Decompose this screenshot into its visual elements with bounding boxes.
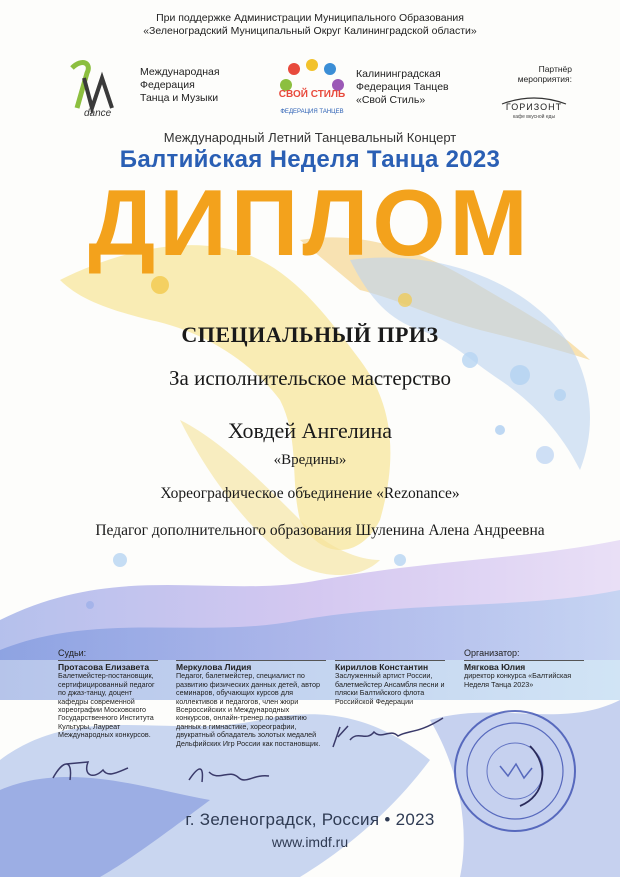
judge-name: Протасова Елизавета	[58, 660, 158, 671]
imdf-logo	[62, 58, 132, 118]
website-link[interactable]: www.imdf.ru	[271, 834, 349, 850]
partner-label	[512, 64, 572, 84]
organizer-bio: директор конкурса «Балтийская Неделя Танца 2023»	[464, 671, 572, 689]
svoy-stil-name-line-3: «Свой Стиль»	[356, 94, 426, 106]
organizer-name: Мягкова Юлия	[464, 660, 584, 671]
svoy-stil-name-line-1: Калининградская	[356, 68, 441, 80]
svoy-stil-logo-word: СВОЙ СТИЛЬ	[278, 89, 346, 100]
association-name: Хореографическое объединение «Rezonance»	[160, 485, 460, 502]
signature-kirillov	[328, 712, 448, 752]
imdf-name-line-2: Федерация	[140, 79, 195, 91]
judge-block	[58, 660, 158, 740]
event-subtitle: Международный Летний Танцевальный Концерт	[163, 130, 457, 145]
imdf-name	[140, 66, 220, 105]
signature-protasova	[48, 750, 138, 790]
judge-name: Кириллов Константин	[335, 660, 445, 671]
gorizont-logo-tagline: кафе вкусной еды	[512, 114, 556, 120]
svoy-stil-name-line-2: Федерация Танцев	[356, 81, 449, 93]
imdf-name-line-3: Танца и Музыки	[140, 92, 219, 104]
sponsor-text	[0, 12, 620, 38]
prize-title: СПЕЦИАЛЬНЫЙ ПРИЗ	[181, 322, 439, 347]
svoy-stil-logo-caption: ФЕДЕРАЦИЯ ТАНЦЕВ	[280, 109, 344, 115]
group-name: «Вредины»	[273, 452, 347, 468]
judge-block	[176, 660, 326, 748]
judge-bio: Педагог, балетмейстер, специалист по развитию физических данных детей, автор семинаров, обучающих курсов для коллективов и педагогов, член жюри Всероссийских и Международных конкурсов, онлайн-тренер по развитию данных в гимнастике, хореографии, двукратный обладатель золотых медалей Дельфийских Игр России как постановщик.	[176, 671, 321, 748]
partner-label-line-1: Партнёр	[538, 64, 572, 74]
sponsor-line-1: При поддержке Администрации Муниципального Образования	[156, 12, 464, 24]
prize-description: За исполнительское мастерство	[169, 366, 451, 390]
judge-bio: Заслуженный артист России, балетмейстер Ансамбля песни и пляски Балтийского флота Российской Федерации	[335, 671, 445, 706]
event-title: Балтийская Неделя Танца 2023	[119, 146, 501, 173]
sponsor-line-2: «Зеленоградский Муниципальный Округ Калининградской области»	[143, 25, 477, 37]
imdf-logo-word: dance	[84, 108, 112, 118]
teacher-name: Педагог дополнительного образования Шуленина Алена Андреевна	[95, 522, 545, 539]
judges-label: Судьи:	[58, 648, 87, 658]
svoy-stil-name	[356, 68, 449, 107]
dancer-silhouette-yellow	[60, 245, 390, 550]
organizer-label: Организатор:	[464, 648, 520, 658]
svoy-stil-logo	[272, 55, 352, 120]
partner-label-line-2: мероприятия:	[517, 74, 572, 84]
judge-block	[335, 660, 445, 706]
organizer-block	[464, 660, 584, 689]
city-year: г. Зеленоградск, Россия • 2023	[185, 810, 435, 829]
diploma-heading: ДИПЛОМ	[88, 170, 532, 275]
imdf-name-line-1: Международная	[140, 66, 220, 78]
gorizont-logo	[494, 90, 574, 120]
judge-name: Меркулова Лидия	[176, 660, 326, 671]
signature-merkulova	[184, 760, 274, 790]
recipient-name: Ховдей Ангелина	[227, 418, 393, 443]
gorizont-logo-name: ГОРИЗОНТ	[505, 102, 563, 112]
judge-bio: Балетмейстер-постановщик, сертифицированный педагог по джаз-танцу, доцент кафедры современной хореографии Московского Государственного Института Культуры, Лауреат Международных конкурсов.	[58, 671, 155, 740]
